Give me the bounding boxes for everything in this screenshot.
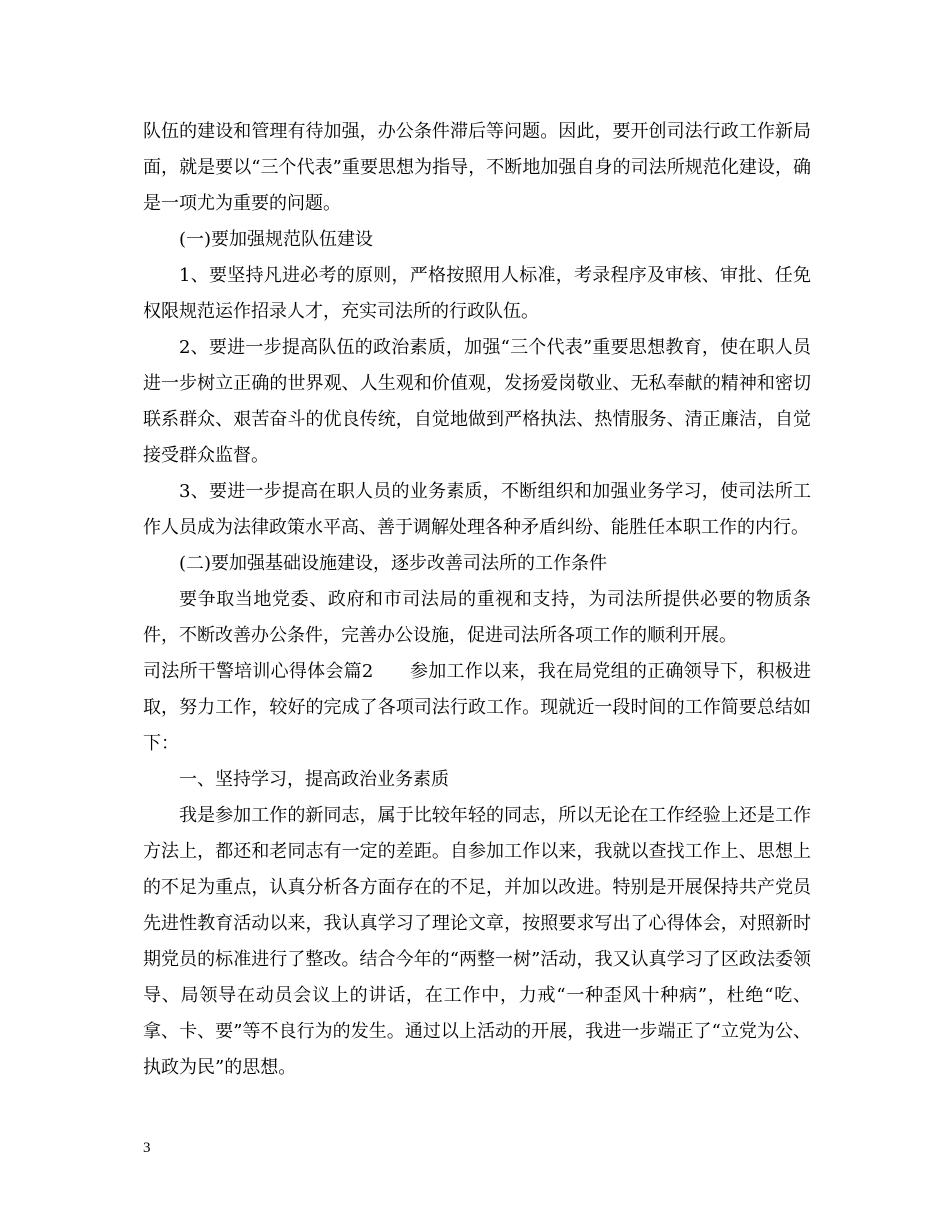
- paragraph: 3、要进一步提高在职人员的业务素质，不断组织和加强业务学习，使司法所工作人员成为法律政策水平高、善于调解处理各种矛盾纠纷、能胜任本职工作的内行。: [143, 481, 811, 538]
- document-body: [143, 114, 811, 1086]
- paragraph: 要争取当地党委、政府和市司法局的重视和支持，为司法所提供必要的物质条件，不断改善办公条件，完善办公设施，促进司法所各项工作的顺利开展。: [143, 589, 811, 646]
- section-heading: (二)要加强基础设施建设，逐步改善司法所的工作条件: [179, 553, 608, 574]
- page-number: 3: [143, 1140, 151, 1156]
- paragraph: 我是参加工作的新同志，属于比较年轻的同志，所以无论在工作经验上还是工作方法上，都还和老同志有一定的差距。自参加工作以来，我就以查找工作上、思想上的不足为重点，认真分析各方面存在的不足，并加以改进。特别是开展保持共产党员先进性教育活动以来，我认真学习了理论文章，按照要求写出了心得体会，对照新时期党员的标准进行了整改。结合今年的“两整一树”活动，我又认真学习了区政法委领导、局领导在动员会议上的讲话，在工作中，力戒“一种歪风十种病”，杜绝“吃、拿、卡、要”等不良行为的发生。通过以上活动的开展，我进一步端正了“立党为公、执政为民”的思想。: [143, 805, 811, 1078]
- section-heading: 一、坚持学习，提高政治业务素质: [179, 769, 449, 790]
- section-heading: (一)要加强规范队伍建设: [179, 229, 374, 250]
- paragraph: 1、要坚持凡进必考的原则，严格按照用人标准，考录程序及审核、审批、任免权限规范运作招录人才，充实司法所的行政队伍。: [143, 265, 811, 322]
- paragraph: 2、要进一步提高队伍的政治素质，加强“三个代表”重要思想教育，使在职人员进一步树立正确的世界观、人生观和价值观，发扬爱岗敬业、无私奉献的精神和密切联系群众、艰苦奋斗的优良传统，自觉地做到严格执法、热情服务、清正廉洁，自觉接受群众监督。: [143, 337, 811, 466]
- paragraph: 队伍的建设和管理有待加强，办公条件滞后等问题。因此，要开创司法行政工作新局面，就是要以“三个代表”重要思想为指导，不断地加强自身的司法所规范化建设，确是一项尤为重要的问题。: [143, 121, 811, 214]
- paragraph: 司法所干警培训心得体会篇2 参加工作以来，我在局党组的正确领导下，积极进取，努力工作，较好的完成了各项司法行政工作。现就近一段时间的工作简要总结如下：: [143, 661, 811, 754]
